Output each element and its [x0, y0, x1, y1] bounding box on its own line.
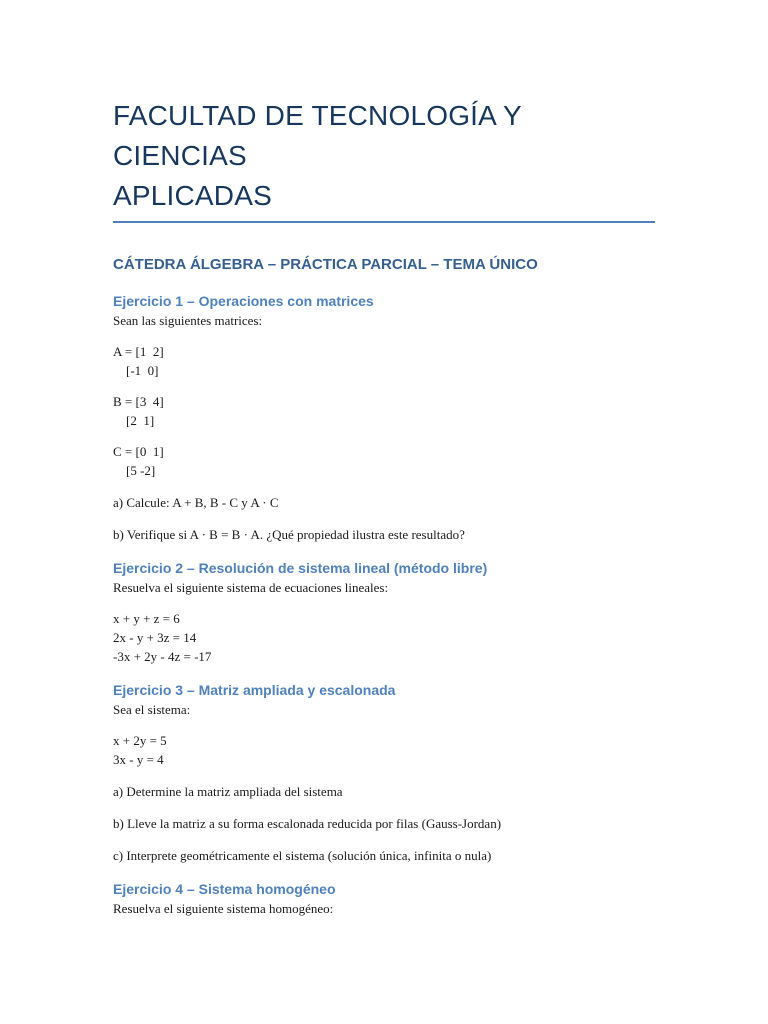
matrix-c-row-2: [5 -2] [113, 463, 156, 478]
exercise-3-intro: Sea el sistema: [113, 702, 191, 717]
matrix-c-row-1: C = [0 1] [113, 444, 164, 459]
matrix-a-row-2: [-1 0] [113, 363, 159, 378]
matrix-a-row-1: A = [1 2] [113, 344, 164, 359]
exercise-3-item-c: c) Interprete geométricamente el sistema (solución única, infinita o nula) [113, 848, 492, 863]
exercise-2-equation-3: -3x + 2y - 4z = -17 [113, 649, 212, 664]
exercise-3 [113, 680, 655, 865]
exercise-4-intro: Resuelva el siguiente sistema homogéneo: [113, 901, 334, 916]
exercise-2-equation-2: 2x - y + 3z = 14 [113, 630, 197, 645]
document-body [113, 96, 655, 918]
title-line-1: FACULTAD DE TECNOLOGÍA Y CIENCIAS [113, 100, 522, 171]
document-title [113, 96, 655, 216]
exercise-4-heading: Ejercicio 4 – Sistema homogéneo [113, 881, 336, 897]
matrix-b-row-1: B = [3 4] [113, 394, 164, 409]
exercise-1 [113, 291, 655, 544]
exercise-4 [113, 879, 655, 918]
exercise-2-equation-1: x + y + z = 6 [113, 611, 180, 626]
exercise-1-item-b: b) Verifique si A · B = B · A. ¿Qué propiedad ilustra este resultado? [113, 527, 465, 542]
exercise-2 [113, 558, 655, 666]
title-line-2: APLICADAS [113, 180, 272, 211]
exercise-1-item-a: a) Calcule: A + B, B - C y A · C [113, 495, 279, 510]
exercise-2-intro: Resuelva el siguiente sistema de ecuaciones lineales: [113, 580, 389, 595]
exercise-3-item-b: b) Lleve la matriz a su forma escalonada reducida por filas (Gauss-Jordan) [113, 816, 502, 831]
exercise-1-intro: Sean las siguientes matrices: [113, 313, 263, 328]
exercise-3-heading: Ejercicio 3 – Matriz ampliada y escalonada [113, 682, 396, 698]
exercise-3-item-a: a) Determine la matriz ampliada del sistema [113, 784, 343, 799]
exercise-3-equation-2: 3x - y = 4 [113, 752, 164, 767]
exercise-3-equation-1: x + 2y = 5 [113, 733, 167, 748]
exercise-1-heading: Ejercicio 1 – Operaciones con matrices [113, 293, 374, 309]
matrix-b-row-2: [2 1] [113, 413, 155, 428]
title-divider [113, 221, 655, 223]
document-subtitle: CÁTEDRA ÁLGEBRA – PRÁCTICA PARCIAL – TEMA ÚNICO [113, 256, 538, 273]
exercise-2-heading: Ejercicio 2 – Resolución de sistema lineal (método libre) [113, 560, 488, 576]
